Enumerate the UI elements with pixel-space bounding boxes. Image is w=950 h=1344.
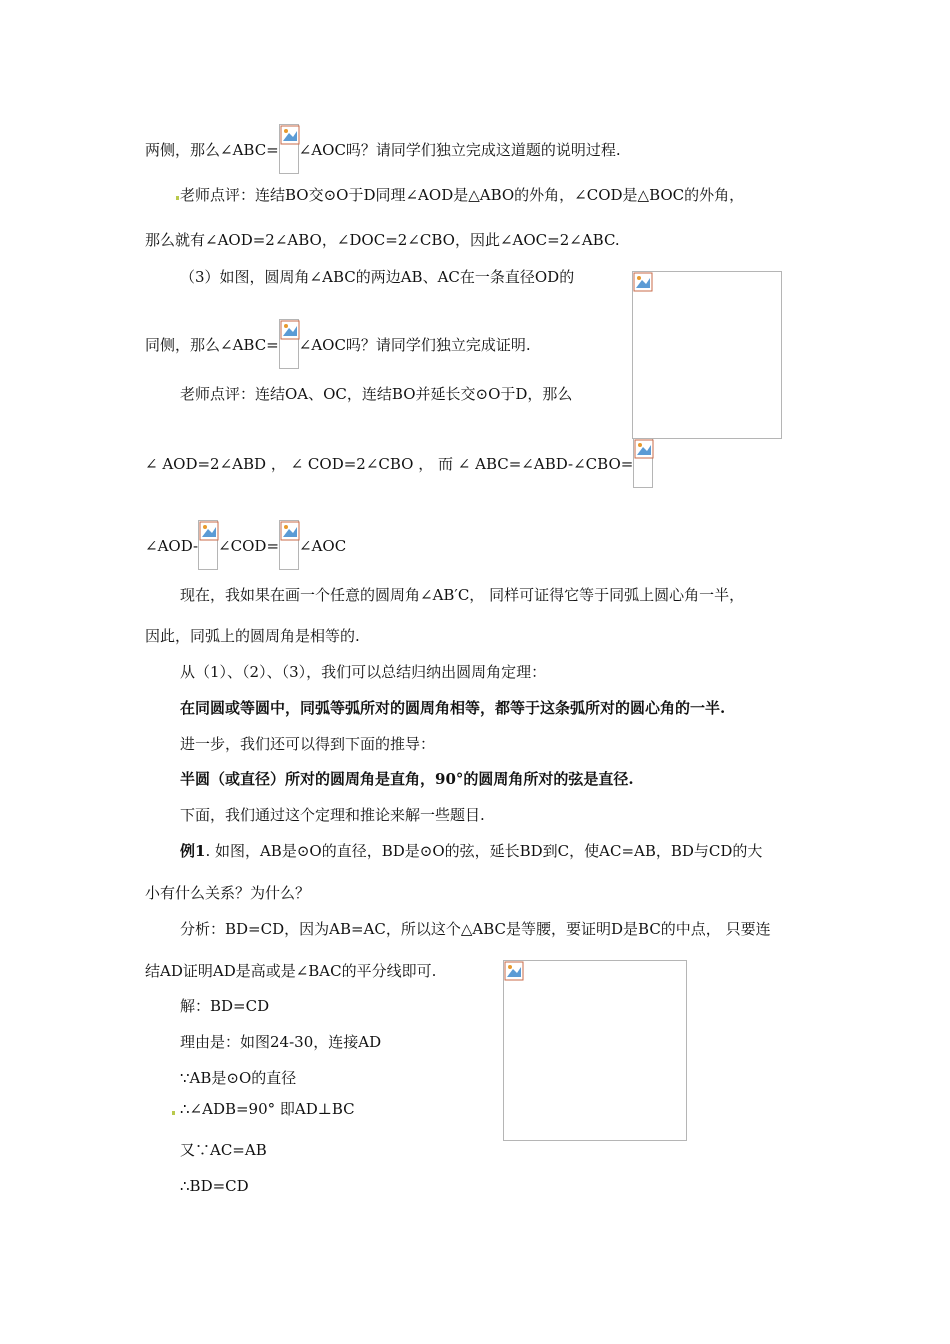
fraction-image (198, 537, 218, 557)
text-line: 小有什么关系？为什么？ (145, 884, 311, 902)
example-label: 例1 (180, 842, 206, 860)
text-line: （3）如图，圆周角∠ABC的两边AB、AC在一条直径OD的 (180, 268, 575, 286)
corollary-line: 半圆（或直径）所对的圆周角是直角，90°的圆周角所对的弦是直径. (180, 770, 634, 788)
text-line: 老师点评：连结BO交⊙O于D同理∠AOD是△ABO的外角，∠COD是△BOC的外角， (180, 186, 745, 204)
text-line: 现在，我如果在画一个任意的圆周角∠AB′C， 同样可证得它等于同弧上圆心角一半， (180, 586, 745, 604)
text-line: 进一步，我们还可以得到下面的推导： (180, 735, 436, 753)
marker-dot (176, 196, 179, 200)
text-line: 下面，我们通过这个定理和推论来解一些题目. (180, 806, 485, 824)
text-line: 老师点评：连结OA、OC，连结BO并延长交⊙O于D，那么 (180, 385, 573, 403)
broken-image-icon (279, 124, 299, 174)
broken-image-icon (633, 438, 653, 488)
text-line: 解：BD=CD (180, 997, 270, 1015)
marker-dot (172, 1111, 175, 1115)
text-line: 从（1）、（2）、（3），我们可以总结归纳出圆周角定理： (180, 663, 547, 681)
broken-image-icon (198, 520, 218, 570)
example-line: 例1. 如图，AB是⊙O的直径，BD是⊙O的弦，延长BD到C，使AC=AB，BD与CD的大 (180, 842, 763, 860)
text-line: 分析：BD=CD，因为AB=AC，所以这个△ABC是等腰，要证明D是BC的中点， 只要连 (180, 920, 771, 938)
text-line: ∠ AOD=2∠ABD ， ∠ COD=2∠CBO ， 而 ∠ ABC=∠ABD-∠CBO= (145, 454, 653, 475)
text-line: ∠AOD- ∠COD= ∠AOC (145, 536, 346, 557)
text-line: 同侧，那么∠ABC= ∠AOC吗？请同学们独立完成证明. (145, 335, 531, 356)
fraction-image (279, 537, 299, 557)
text-segment: ∠AOC吗？请同学们独立完成这道题的说明过程. (298, 141, 621, 159)
text-line: 因此，同弧上的圆周角是相等的. (145, 627, 360, 645)
broken-image-icon (504, 961, 524, 981)
broken-image-icon (279, 319, 299, 369)
fraction-image (279, 141, 299, 161)
figure-image-placeholder (632, 271, 782, 439)
text-line: ∵AB是⊙O的直径 (180, 1069, 297, 1087)
broken-image-icon (279, 520, 299, 570)
theorem-line: 在同圆或等圆中，同弧等弧所对的圆周角相等，都等于这条弧所对的圆心角的一半. (180, 699, 726, 717)
text-segment: 两侧，那么∠ABC= (145, 141, 279, 159)
text-line: 又∵AC=AB (180, 1141, 267, 1159)
text-line: ∴∠ADB=90° 即AD⊥BC (180, 1100, 355, 1118)
fraction-image (633, 455, 653, 475)
text-line: ∴BD=CD (180, 1177, 249, 1195)
text-line: 结AD证明AD是高或是∠BAC的平分线即可. (145, 962, 437, 980)
text-line: 那么就有∠AOD=2∠ABO，∠DOC=2∠CBO，因此∠AOC=2∠ABC. (145, 231, 620, 249)
figure-image-placeholder (503, 960, 687, 1141)
text-line: 理由是：如图24-30，连接AD (180, 1033, 382, 1051)
broken-image-icon (633, 272, 653, 292)
text-line (145, 140, 621, 161)
fraction-image (279, 336, 299, 356)
